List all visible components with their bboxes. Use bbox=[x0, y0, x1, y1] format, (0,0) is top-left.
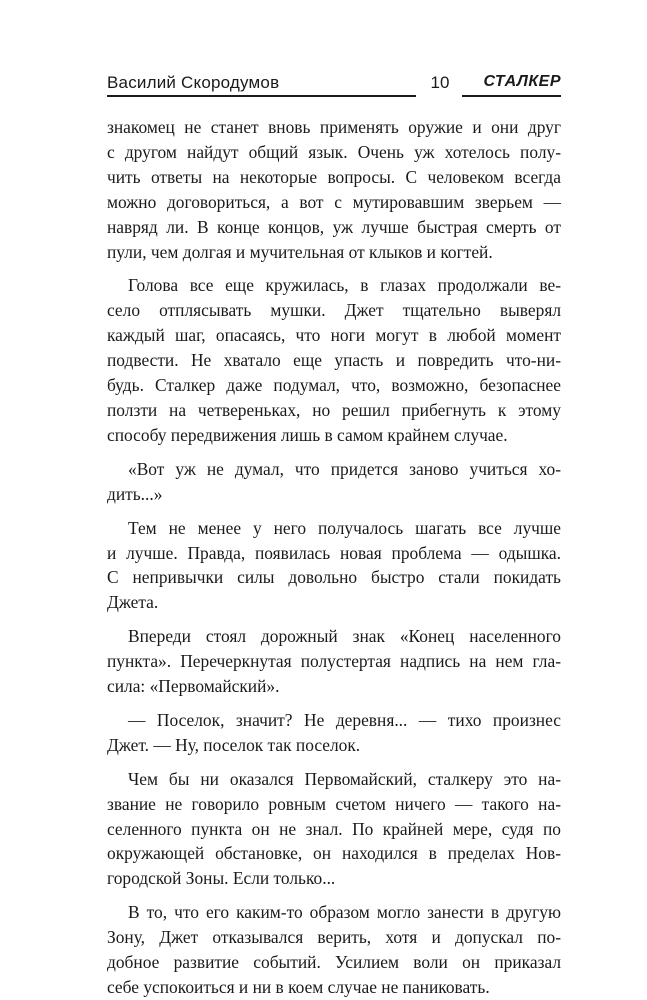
series-title: СТАЛКЕР bbox=[483, 73, 561, 90]
text-line: знакомец не станет вновь применять оружие и они друг bbox=[107, 117, 561, 137]
paragraph bbox=[107, 767, 561, 892]
paragraph bbox=[107, 624, 561, 699]
text-line: себе успокоиться и ни в коем случае не паниковать. bbox=[107, 977, 490, 997]
text-line: С непривычки силы довольно быстро стали покидать bbox=[107, 567, 561, 588]
running-header bbox=[107, 72, 561, 98]
text-line: пули, чем долгая и мучительная от клыков и когтей. bbox=[107, 241, 493, 262]
text-line: Джет. — Ну, поселок так поселок. bbox=[107, 734, 361, 755]
text-line: каждый шаг, опасаясь, что ноги могут в любой момент bbox=[107, 325, 561, 346]
text-line: Джета. bbox=[107, 592, 159, 613]
text-line: ползти на четвереньках, но решил прибегнуть к этому bbox=[107, 399, 561, 420]
text-line: сила: «Первомайский». bbox=[107, 676, 280, 697]
header-rule-left bbox=[107, 95, 416, 97]
text-line: селенного пункта он не знал. По крайней мере, судя по bbox=[107, 818, 561, 839]
text-line: окружающей обстановке, он находился в пределах Нов- bbox=[107, 843, 561, 864]
text-line: Зону, Джет отказывался верить, хотя и допускал по- bbox=[107, 927, 561, 948]
text-line: Голова все еще кружилась, в глазах продолжали ве- bbox=[128, 275, 561, 296]
paragraph bbox=[107, 900, 561, 1000]
text-line: Тем не менее у него получалось шагать все лучше bbox=[128, 517, 561, 538]
paragraph bbox=[107, 115, 561, 264]
paragraph bbox=[107, 457, 561, 507]
text-line: подвести. Не хватало еще упасть и повредить что-ни- bbox=[107, 350, 561, 371]
text-line: — Поселок, значит? Не деревня... — тихо произнес bbox=[128, 709, 561, 730]
text-line: Впереди стоял дорожный знак «Конец населенного bbox=[128, 626, 561, 647]
text-line: «Вот уж не думал, что придется заново учиться хо- bbox=[128, 458, 561, 479]
text-line: добное развитие событий. Усилием воли он приказал bbox=[107, 952, 561, 973]
text-line: звание не говорило ровным счетом ничего — такого на- bbox=[107, 793, 561, 814]
text-line: дить...» bbox=[107, 483, 163, 504]
body-text bbox=[107, 115, 561, 1000]
paragraph bbox=[107, 708, 561, 758]
page-number: 10 bbox=[430, 73, 450, 92]
text-line: чить ответы на некоторые вопросы. С человеком всегда bbox=[107, 166, 561, 187]
header-rule-right bbox=[462, 95, 561, 97]
text-line: Чем бы ни оказался Первомайский, сталкеру это на- bbox=[128, 768, 561, 789]
text-line: с другом найдут общий язык. Очень уж хотелось полу- bbox=[107, 141, 561, 162]
text-line: можно договориться, а вот с мутировавшим зверьем — bbox=[107, 191, 561, 212]
text-line: способу передвижения лишь в самом крайнем случае. bbox=[107, 424, 508, 445]
text-line: В то, что его каким-то образом могло занести в другую bbox=[128, 902, 561, 923]
text-line: село отплясывать мушки. Джет тщательно выверял bbox=[107, 300, 561, 321]
text-line: и лучше. Правда, появилась новая проблема — одышка. bbox=[107, 542, 561, 563]
text-line: городской Зоны. Если только... bbox=[107, 868, 336, 889]
author-name: Василий Скородумов bbox=[107, 73, 280, 92]
text-line: навряд ли. В конце концов, уж лучше быстрая смерть от bbox=[107, 216, 561, 237]
text-line: будь. Сталкер даже подумал, что, возможно, безопаснее bbox=[107, 375, 561, 396]
text-line: пункта». Перечеркнутая полустертая надпись на нем гла- bbox=[107, 651, 561, 672]
paragraph bbox=[107, 516, 561, 616]
paragraph bbox=[107, 273, 561, 447]
